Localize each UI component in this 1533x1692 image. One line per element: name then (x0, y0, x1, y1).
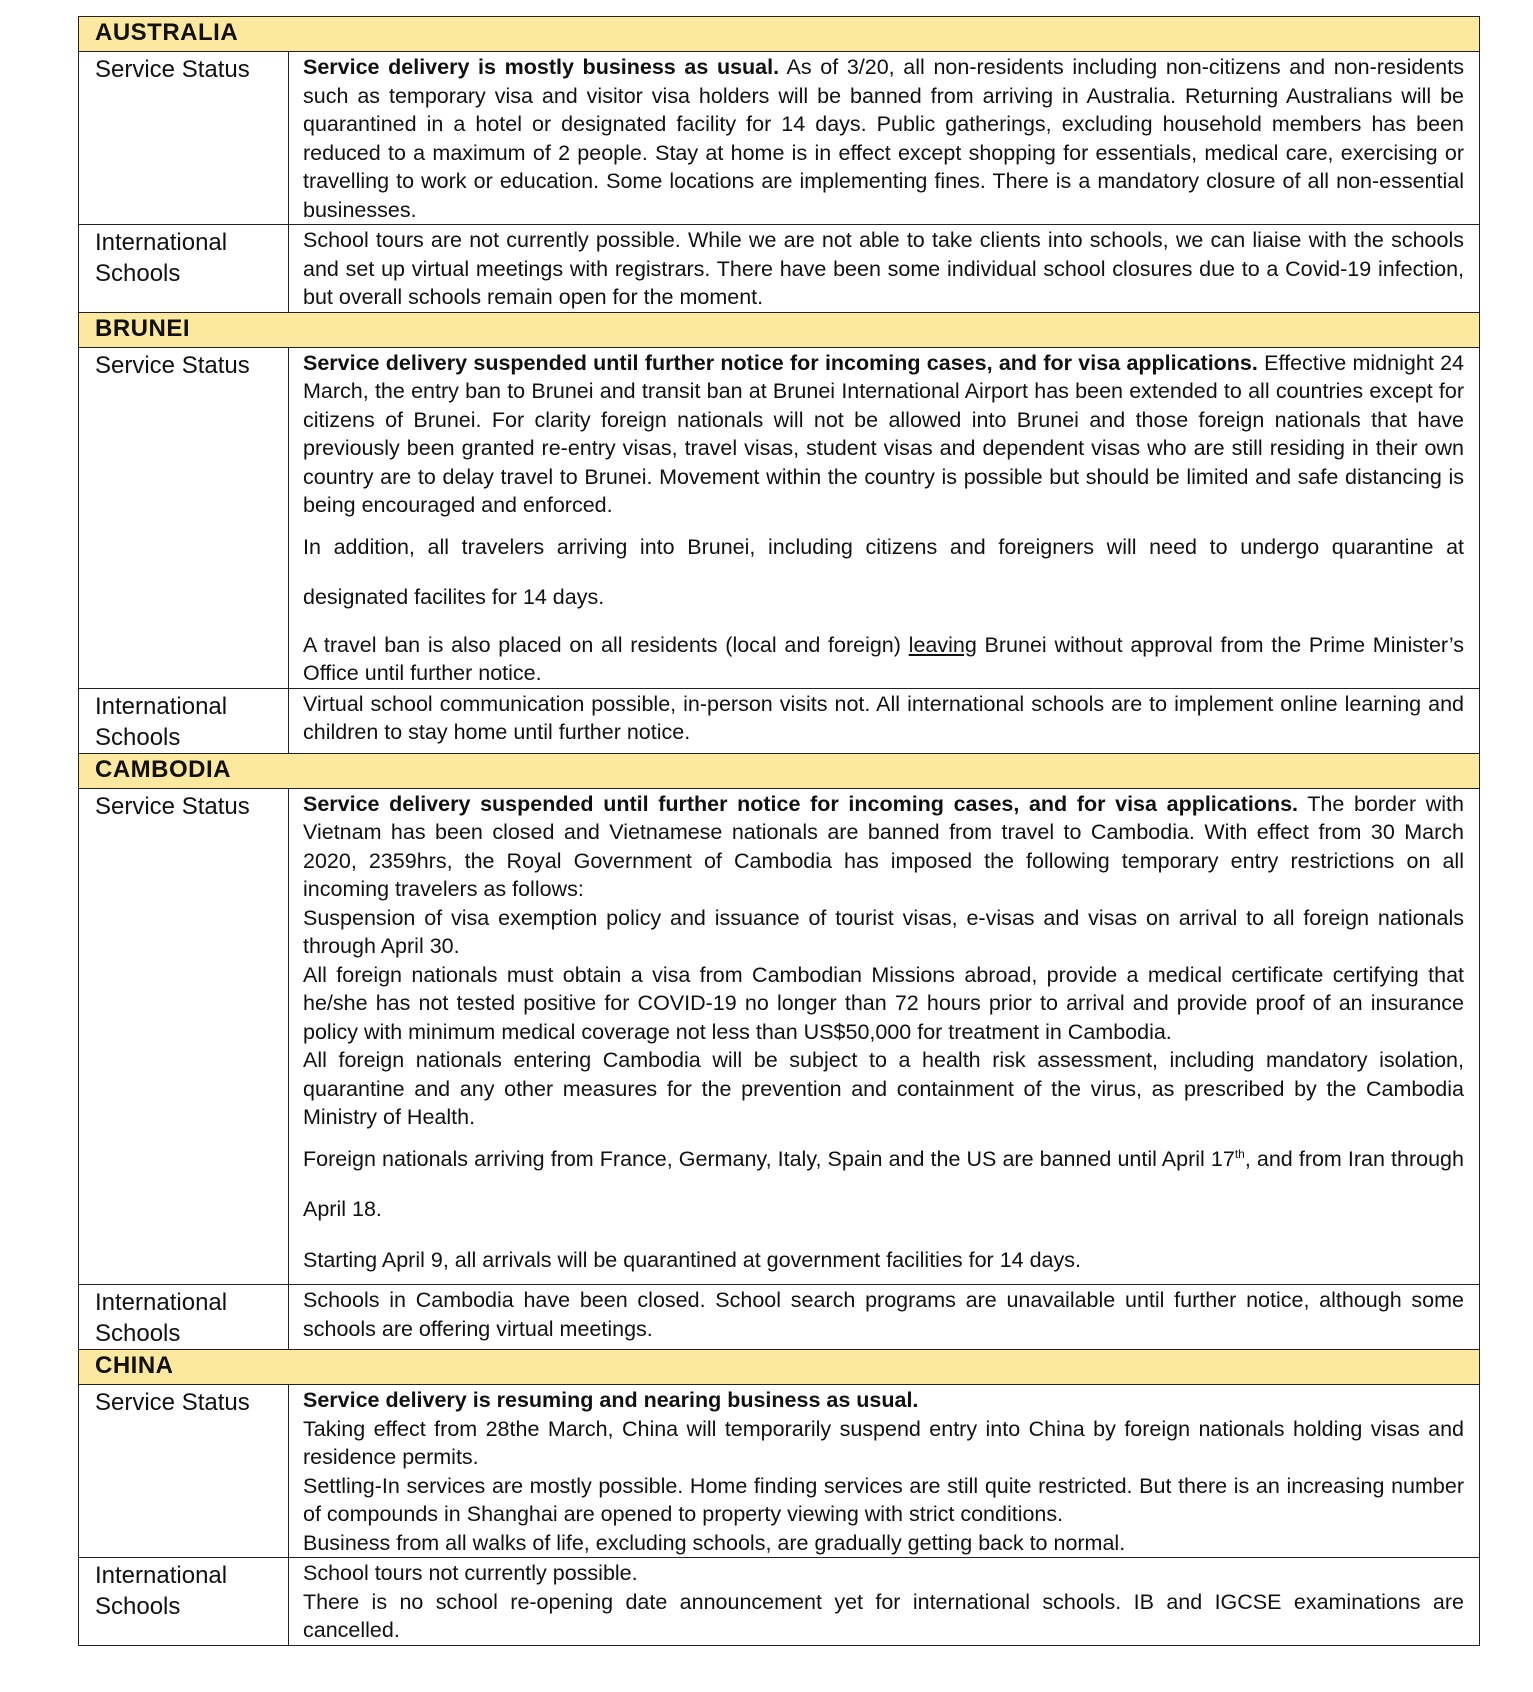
country-header-row (79, 17, 1480, 52)
country-name: AUSTRALIA (79, 17, 1480, 52)
service-status-row (79, 788, 1480, 1285)
country-name: BRUNEI (79, 312, 1480, 347)
service-status-text (289, 52, 1480, 225)
schools-paragraph: Virtual school communication possible, in-person visits not. All international schools are to implement online learning and children to stay home until further notice. (303, 691, 1464, 744)
service-line: Settling-In services are mostly possible. Home finding services are still quite restricted. But there is an increasing number of compounds in Shanghai are opened to property viewing with strict conditions. (303, 1473, 1464, 1526)
country-header-row (79, 1350, 1480, 1385)
schools-line: School tours not currently possible. (303, 1561, 638, 1585)
country-header-row (79, 753, 1480, 788)
country-name: CHINA (79, 1350, 1480, 1385)
service-line: All foreign nationals must obtain a visa from Cambodian Missions abroad, provide a medical certificate certifying that he/she has not tested positive for COVID-19 no longer than 72 hours prior to arrival and provide proof of an insurance policy with minimum medical coverage not less than US$50,000 for treatment in Cambodia. (303, 962, 1464, 1044)
service-status-row (79, 52, 1480, 225)
underlined-word: leaving (908, 632, 977, 657)
service-paragraph-text: Foreign nationals arriving from France, Germany, Italy, Spain and the US are banned until April 17 (303, 1146, 1235, 1171)
service-status-label: Service Status (79, 52, 289, 225)
service-paragraph-text: Brunei without approval from the Prime Minister’s Office until further notice. (303, 632, 1464, 685)
service-status-label: Service Status (79, 788, 289, 1285)
service-line: All foreign nationals entering Cambodia will be subject to a health risk assessment, including mandatory isolation, quarantine and any other measures for the prevention and containment of the virus, as prescribed by the Cambodia Ministry of Health. (303, 1048, 1464, 1129)
international-schools-text (289, 1558, 1480, 1646)
service-status-row (79, 347, 1480, 688)
service-lead: Service delivery is mostly business as usual. (303, 55, 780, 79)
service-lead: Service delivery is resuming and nearing business as usual. (303, 1388, 919, 1412)
service-paragraph-text: A travel ban is also placed on all residents (local and foreign) (303, 632, 909, 657)
service-status-row (79, 1385, 1480, 1558)
country-status-table (78, 16, 1480, 1646)
international-schools-text (289, 225, 1480, 313)
international-schools-row (79, 688, 1480, 753)
service-paragraph: In addition, all travelers arriving into Brunei, including citizens and foreigners will need to undergo quarantine at designated facilites for 14 days. (303, 534, 1464, 609)
service-paragraph: Starting April 9, all arrivals will be quarantined at government facilities for 14 days. (303, 1247, 1081, 1272)
service-detail: Effective midnight 24 March, the entry ban to Brunei and transit ban at Brunei International Airport has been extended to all countries except for citizens of Brunei. For clarity foreign nationals will not be allowed into Brunei and those foreign nationals that have previously been granted re-entry visas, travel visas, student visas and dependent visas who are still residing in their own country are to delay travel to Brunei. Movement within the country is possible but should be limited and safe distancing is being encouraged and enforced. (303, 350, 1464, 517)
country-header-row (79, 312, 1480, 347)
international-schools-text (289, 688, 1480, 753)
service-status-label: Service Status (79, 347, 289, 688)
service-status-text (289, 347, 1480, 688)
international-schools-label: International Schools (79, 1285, 289, 1350)
service-lead: Service delivery suspended until further notice for incoming cases, and for visa applications. (303, 791, 1299, 816)
service-detail: The border with Vietnam has been closed and Vietnamese nationals are banned from travel to Cambodia. With effect from 30 March 2020, 2359hrs, the Royal Government of Cambodia has imposed the following temporary entry restrictions on all incoming travelers as follows: (303, 791, 1464, 901)
international-schools-row (79, 1558, 1480, 1646)
international-schools-row (79, 225, 1480, 313)
international-schools-text (289, 1285, 1480, 1350)
service-status-text (289, 788, 1480, 1285)
superscript: th (1234, 1146, 1245, 1161)
international-schools-row (79, 1285, 1480, 1350)
service-lead: Service delivery suspended until further notice for incoming cases, and for visa applications. (303, 350, 1258, 375)
service-line: Taking effect from 28the March, China will temporarily suspend entry into China by foreign nationals holding visas and residence permits. (303, 1416, 1464, 1469)
service-detail: As of 3/20, all non-residents including non-citizens and non-residents such as temporary visa and visitor visa holders will be banned from arriving in Australia. Returning Australians will be quarantined in a hotel or designated facility for 14 days. Public gatherings, excluding household members has been reduced to a maximum of 2 people. Stay at home is in effect except shopping for essentials, medical care, exercising or travelling to work or education. Some locations are implementing fines. There is a mandatory closure of all non-essential businesses. (303, 55, 1464, 222)
schools-line: There is no school re-opening date announcement yet for international schools. IB and IGCSE examinations are cancelled. (303, 1589, 1464, 1642)
country-name: CAMBODIA (79, 753, 1480, 788)
service-status-label: Service Status (79, 1385, 289, 1558)
service-paragraph (303, 1134, 1464, 1234)
service-paragraph (303, 631, 1464, 688)
service-line: Business from all walks of life, excluding schools, are gradually getting back to normal. (303, 1530, 1126, 1555)
international-schools-label: International Schools (79, 688, 289, 753)
international-schools-label: International Schools (79, 225, 289, 313)
schools-paragraph: School tours are not currently possible. While we are not able to take clients into schools, we can liaise with the schools and set up virtual meetings with registrars. There have been some individual school closures due to a Covid-19 infection, but overall schools remain open for the moment. (303, 228, 1464, 309)
service-paragraph-text: , and from Iran through April 18. (303, 1146, 1464, 1221)
service-status-text (289, 1385, 1480, 1558)
schools-paragraph: Schools in Cambodia have been closed. School search programs are unavailable until further notice, although some schools are offering virtual meetings. (303, 1288, 1464, 1341)
international-schools-label: International Schools (79, 1558, 289, 1646)
service-line: Suspension of visa exemption policy and issuance of tourist visas, e-visas and visas on arrival to all foreign nationals through April 30. (303, 905, 1464, 958)
